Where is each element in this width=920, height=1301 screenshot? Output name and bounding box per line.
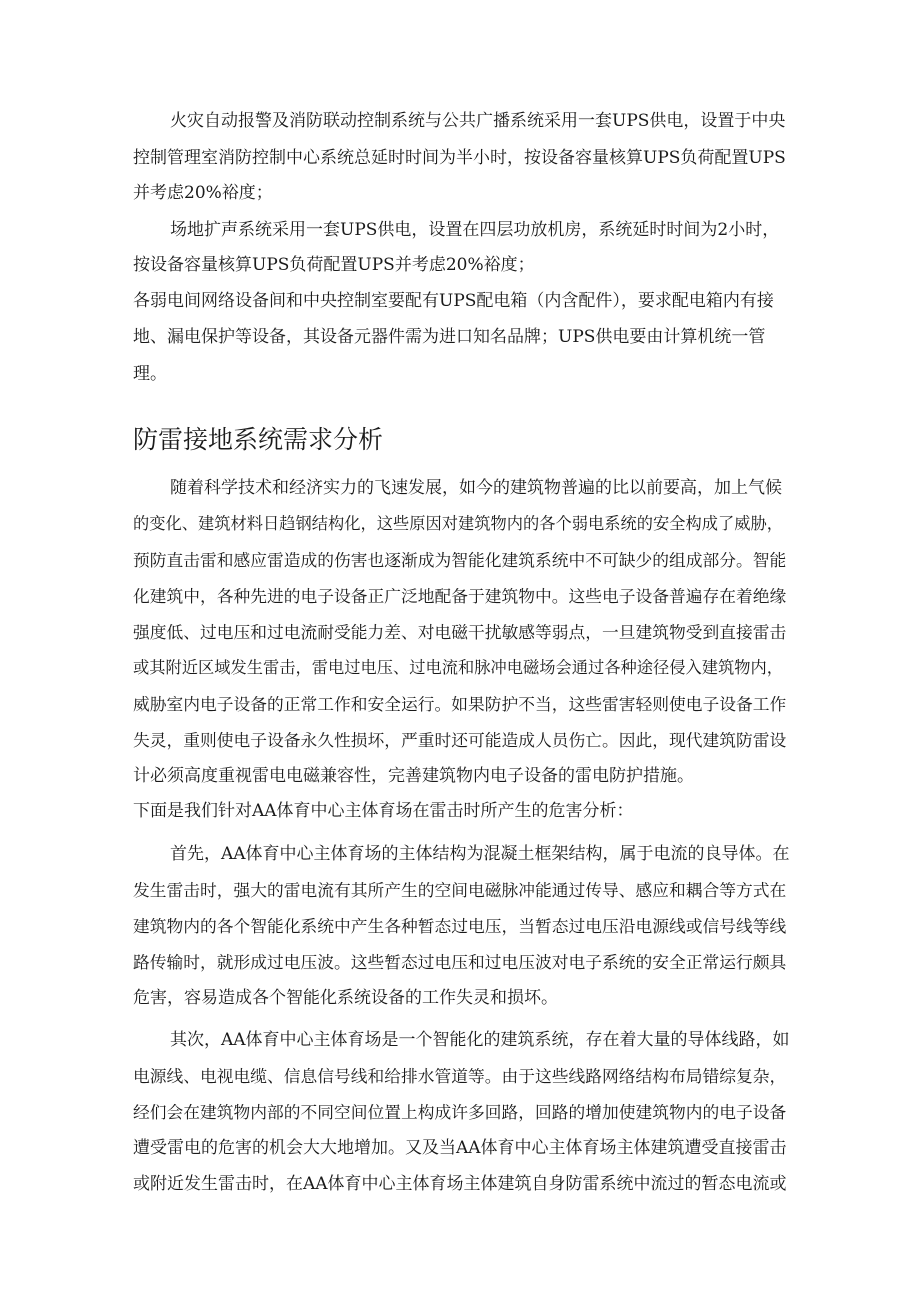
text-line: 场地扩声系统采用一套UPS供电，设置在四层功放机房，系统延时时间为2小时， xyxy=(170,220,780,240)
text-line: 路传输时，就形成过电压波。这些暂态过电压和过电压波对电子系统的安全正常运行颇具 xyxy=(133,952,787,972)
text-line: 其次，AA体育中心主体育场是一个智能化的建筑系统，存在着大量的导体线路，如 xyxy=(170,1030,790,1050)
text-line: 计必须高度重视雷电电磁兼容性，完善建筑物内电子设备的雷电防护措施。 xyxy=(133,766,694,786)
text-line: 失灵，重则使电子设备永久性损坏，严重时还可能造成人员伤亡。因此，现代建筑防雷设 xyxy=(133,730,787,750)
text-line: 火灾自动报警及消防联动控制系统与公共广播系统采用一套UPS供电，设置于中央 xyxy=(170,111,786,131)
text-line: 强度低、过电压和过电流耐受能力差、对电磁干扰敏感等弱点，一旦建筑物受到直接雷击 xyxy=(133,622,787,642)
text-line: 随着科学技术和经济实力的飞速发展，如今的建筑物普遍的比以前要高，加上气候 xyxy=(170,478,782,498)
text-line: 遭受雷电的危害的机会大大地增加。又及当AA体育中心主体育场主体建筑遭受直接雷击 xyxy=(133,1138,787,1158)
text-line: 首先，AA体育中心主体育场的主体结构为混凝土框架结构，属于电流的良导体。在 xyxy=(170,844,790,864)
text-line: 各弱电间网络设备间和中央控制室要配有UPS配电箱（内含配件），要求配电箱内有接 xyxy=(133,291,774,311)
text-line: 威胁室内电子设备的正常工作和安全运行。如果防护不当，这些雷害轻则使电子设备工作 xyxy=(133,694,787,714)
text-line: 发生雷击时，强大的雷电流有其所产生的空间电磁脉冲能通过传导、感应和耦合等方式在 xyxy=(133,880,787,900)
text-line: 地、漏电保护等设备，其设备元器件需为进口知名品牌；UPS供电要由计算机统一管 xyxy=(133,327,766,347)
text-line: 控制管理室消防控制中心系统总延时时间为半小时，按设备容量核算UPS负荷配置UPS xyxy=(133,148,786,168)
text-line: 的变化、建筑材料日趋钢结构化，这些原因对建筑物内的各个弱电系统的安全构成了威胁， xyxy=(133,514,783,533)
text-line: 下面是我们针对AA体育中心主体育场在雷击时所产生的危害分析： xyxy=(133,801,634,821)
text-line: 建筑物内的各个智能化系统中产生各种暂态过电压，当暂态过电压沿电源线或信号线等线 xyxy=(133,916,787,936)
text-line: 按设备容量核算UPS负荷配置UPS并考虑20%裕度； xyxy=(133,255,535,275)
text-line: 理。 xyxy=(133,364,167,384)
text-line: 或附近发生雷击时，在AA体育中心主体育场主体建筑自身防雷系统中流过的暂态电流或 xyxy=(133,1174,787,1194)
text-line: 电源线、电视电缆、信息信号线和给排水管道等。由于这些线路网络结构布局错综复杂， xyxy=(133,1066,787,1086)
text-line: 经们会在建筑物内部的不同空间位置上构成许多回路，回路的增加使建筑物内的电子设备 xyxy=(133,1102,787,1122)
text-line: 或其附近区域发生雷击，雷电过电压、过电流和脉冲电磁场会通过各种途径侵入建筑物内， xyxy=(133,658,783,677)
text-line: 预防直击雷和感应雷造成的伤害也逐渐成为智能化建筑系统中不可缺少的组成部分。智能 xyxy=(133,550,787,570)
text-line: 并考虑20%裕度； xyxy=(133,183,273,203)
text-line: 危害，容易造成各个智能化系统设备的工作失灵和损坏。 xyxy=(133,988,558,1008)
text-line: 化建筑中，各种先进的电子设备正广泛地配备于建筑物中。这些电子设备普遍存在着绝缘 xyxy=(133,586,787,606)
section-heading: 防雷接地系统需求分析 xyxy=(133,425,384,454)
